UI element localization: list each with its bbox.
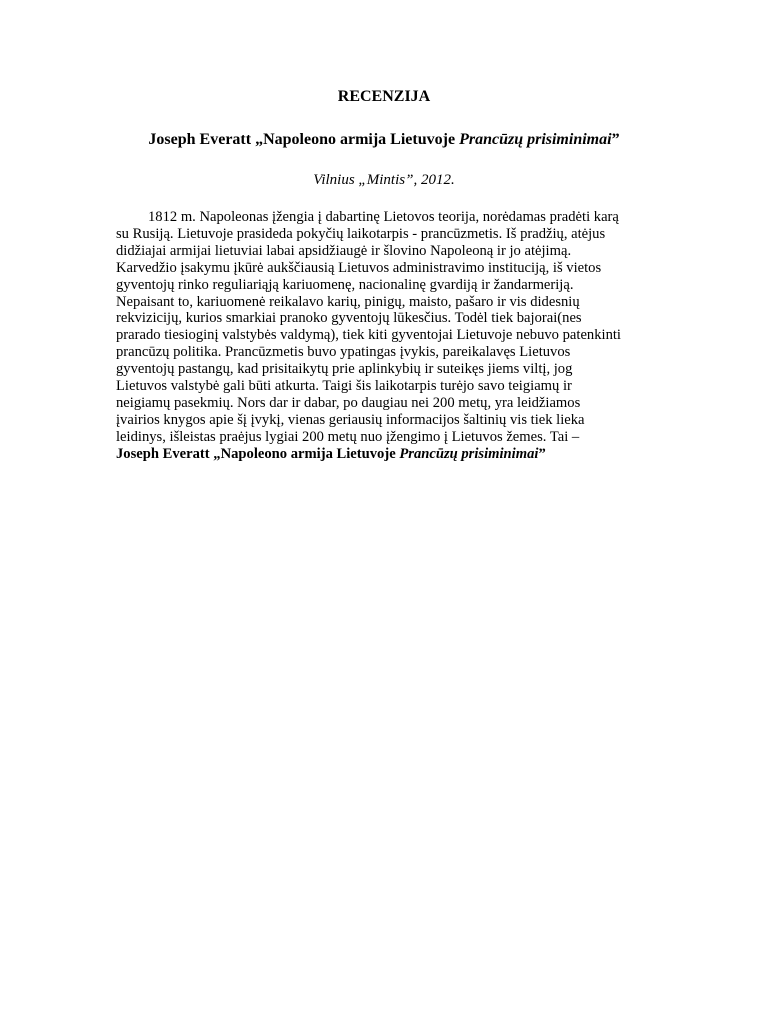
- review-paragraph: [116, 209, 661, 463]
- book-heading: [0, 130, 768, 150]
- book-heading-subtitle: Prancūzų prisiminimai: [459, 131, 612, 148]
- publisher-line: Vilnius „Mintis”, 2012.: [313, 172, 455, 188]
- paragraph-line: Karvedžio įsakymu įkūrė aukščiausią Lietuvos administravimo instituciją, iš vietos: [116, 259, 602, 276]
- paragraph-line: prarado tiesioginį valstybės valdymą), tiek kiti gyventojai Lietuvoje nebuvo patenkinti: [116, 327, 621, 344]
- paragraph-line: su Rusiją. Lietuvoje prasideda pokyčių laikotarpis - prancūzmetis. Iš pradžių, atėjus: [116, 225, 606, 242]
- paragraph-line: leidinys, išleistas praėjus lygiai 200 metų nuo įžengimo į Lietuvos žemes. Tai –: [116, 428, 580, 445]
- paragraph-line: gyventojų rinko reguliariąją kariuomenę, nacionalinę gvardiją ir žandarmeriją.: [116, 276, 574, 293]
- closing-quote-close: ”: [538, 445, 546, 462]
- paragraph-line: rekvizicijų, kurios smarkiai pranoko gyventojų lūkesčius. Todėl tiek bajorai(nes: [116, 310, 582, 327]
- paragraph-line: 1812 m. Napoleonas įžengia į dabartinę Lietovos teorija, norėdamas pradėti karą: [148, 209, 619, 225]
- closing-book-reference: [116, 446, 661, 463]
- closing-author-title: Joseph Everatt „Napoleono armija Lietuvoje: [116, 445, 400, 462]
- paragraph-line: didžiajai armijai lietuviai labai apsidžiaugė ir šlovino Napoleoną ir jo atėjimą.: [116, 242, 572, 259]
- book-heading-quote-close: ”: [611, 131, 620, 148]
- paragraph-line: prancūzų politika. Prancūzmetis buvo ypatingas įvykis, pareikalavęs Lietuvos: [116, 344, 571, 361]
- document-title: RECENZIJA: [337, 88, 431, 105]
- paragraph-line: gyventojų pastangų, kad prisitaikytų prie aplinkybių ir suteikęs jiems viltį, jog: [116, 361, 573, 378]
- paragraph-line: Nepaisant to, kariuomenė reikalavo karių, pinigų, maisto, pašaro ir vis didesnių: [116, 293, 580, 310]
- paragraph-line: Lietuvos valstybė gali būti atkurta. Taigi šis laikotarpis turėjo savo teigiamų ir: [116, 378, 572, 395]
- book-heading-author-title: Joseph Everatt „Napoleono armija Lietuvoje: [148, 131, 460, 148]
- paragraph-line: įvairios knygos apie šį įvykį, vienas geriausių informacijos šaltinių vis tiek lieka: [116, 411, 585, 428]
- closing-subtitle: Prancūzų prisiminimai: [399, 445, 539, 462]
- paragraph-line: neigiamų pasekmių. Nors dar ir dabar, po daugiau nei 200 metų, yra leidžiamos: [116, 394, 581, 411]
